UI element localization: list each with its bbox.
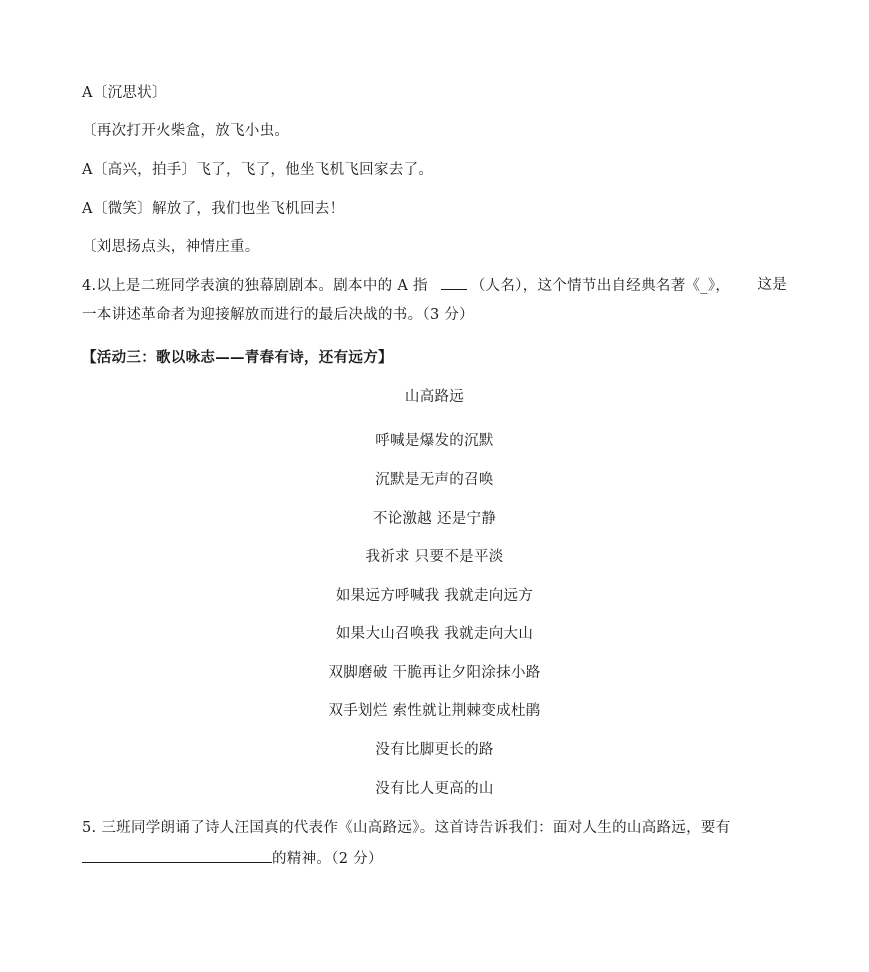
- question-5-suffix: 的精神。（2 分）: [272, 851, 383, 867]
- poem-line: 呼喊是爆发的沉默: [375, 433, 494, 449]
- question-4-part-3: 这是: [757, 277, 787, 293]
- question-4-part-2: （人名），这个情节出自经典名著《_》，: [470, 278, 731, 294]
- question-5-line-2: [82, 848, 383, 869]
- poem-line: 双脚磨破 干脆再让夕阳涂抹小路: [328, 665, 541, 681]
- poem-line: 我祈求 只要不是平淡: [365, 549, 504, 565]
- poem-line: 没有比脚更长的路: [375, 742, 494, 758]
- question-4-text: [82, 275, 730, 296]
- poem-line: 如果大山召唤我 我就走向大山: [335, 626, 534, 642]
- question-4-line-1: [82, 275, 787, 296]
- script-line: A〔沉思状〕: [82, 85, 167, 101]
- poem-title: 山高路远: [404, 389, 465, 405]
- question-5-line-1: 5. 三班同学朗诵了诗人汪国真的代表作《山高路远》。这首诗告诉我们：面对人生的山高路远，要有: [82, 820, 731, 836]
- answer-blank-spirit[interactable]: [82, 848, 272, 863]
- script-line: A〔高兴，拍手〕飞了，飞了，他坐飞机飞回家去了。: [82, 162, 434, 178]
- activity-3-heading: 【活动三：歌以咏志——青春有诗，还有远方】: [82, 349, 393, 366]
- poem-line: 没有比人更高的山: [375, 781, 494, 797]
- poem-line: 沉默是无声的召唤: [375, 472, 494, 488]
- answer-blank-name[interactable]: [441, 275, 467, 290]
- question-4-line-2: 一本讲述革命者为迎接解放而进行的最后决战的书。（3 分）: [82, 307, 474, 323]
- poem-line: 如果远方呼喊我 我就走向远方: [335, 588, 534, 604]
- question-4-part-1: 4.以上是二班同学表演的独幕剧剧本。剧本中的 A 指: [82, 278, 428, 294]
- script-line: A〔微笑〕解放了，我们也坐飞机回去！: [82, 201, 345, 217]
- poem-line: 不论激越 还是宁静: [372, 511, 497, 527]
- script-line: 〔刘思扬点头，神情庄重。: [82, 239, 260, 255]
- script-line: 〔再次打开火柴盒，放飞小虫。: [82, 123, 290, 139]
- poem-line: 双手划烂 索性就让荆棘变成杜鹃: [328, 703, 541, 719]
